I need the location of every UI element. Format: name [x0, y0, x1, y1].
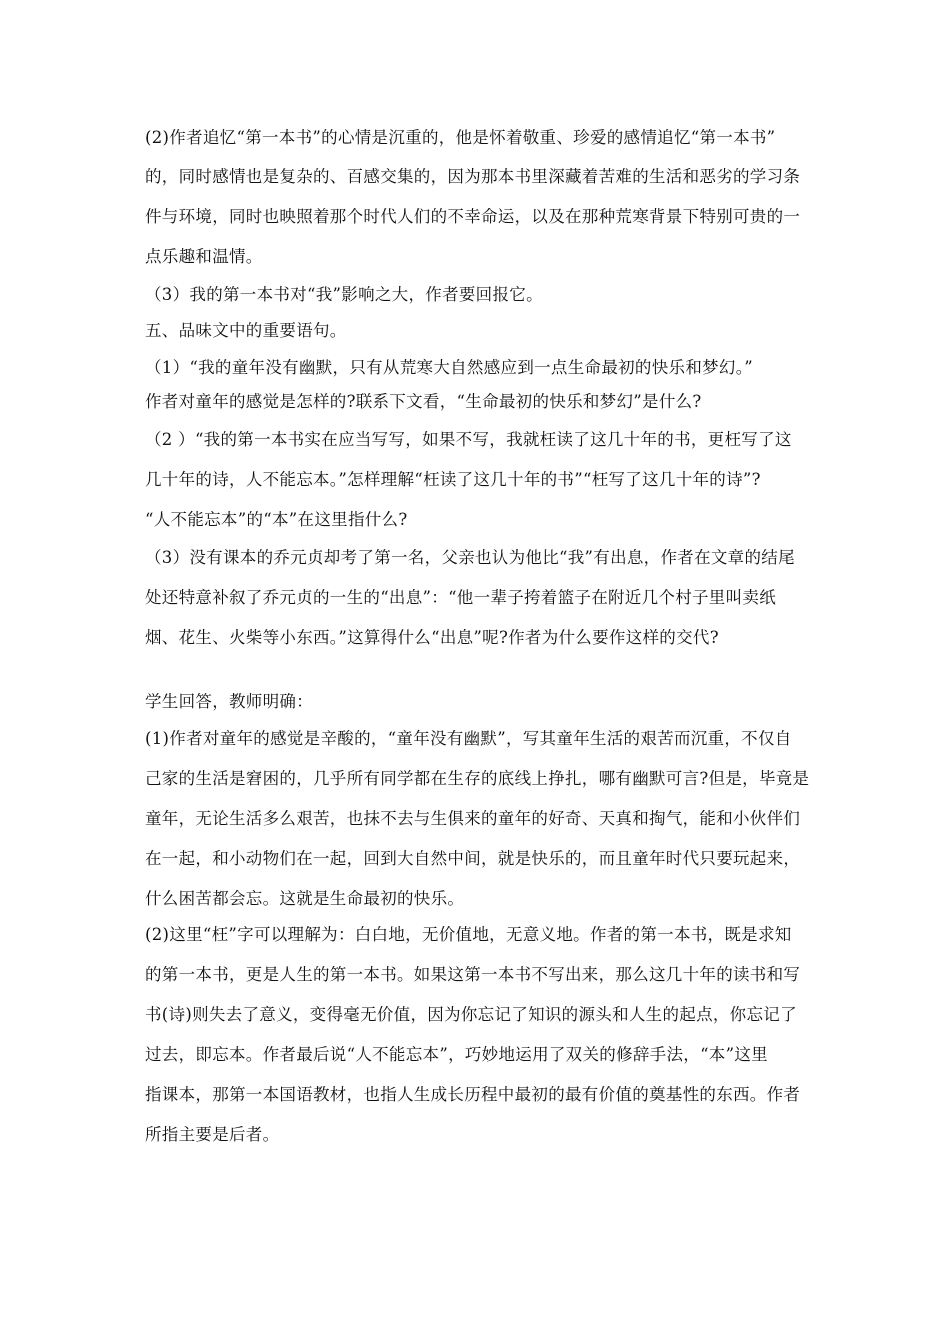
text-line: 几十年的诗，人不能忘本。”怎样理解“枉读了这几十年的书”“枉写了这几十年的诗”? — [145, 470, 761, 489]
text-line: 的第一本书，更是人生的第一本书。如果这第一本书不写出来，那么这几十年的读书和写 — [145, 965, 801, 984]
text-line: （2 ）“我的第一本书实在应当写写，如果不写，我就枉读了这几十年的书，更枉写了这 — [145, 430, 792, 449]
text-line: 的，同时感情也是复杂的、百感交集的，因为那本书里深藏着苦难的生活和恶劣的学习条 — [145, 167, 801, 186]
text-line: 处还特意补叙了乔元贞的一生的“出息”：“他一辈子挎着篮子在附近几个村子里叫卖纸 — [145, 588, 777, 607]
text-line: 所指主要是后者。 — [145, 1125, 280, 1144]
text-line: “人不能忘本”的“本”在这里指什么? — [145, 510, 408, 529]
text-line: 点乐趣和温情。 — [145, 247, 263, 266]
text-line: 烟、花生、火柴等小东西。”这算得什么“出息”呢?作者为什么要作这样的交代? — [145, 628, 719, 647]
text-line: 件与环境，同时也映照着那个时代人们的不幸命运，以及在那种荒寒背景下特别可贵的一 — [145, 207, 801, 226]
text-line: (1)作者对童年的感觉是辛酸的，“童年没有幽默”，写其童年生活的艰苦而沉重，不仅自 — [145, 729, 792, 748]
text-line: 学生回答，教师明确： — [145, 692, 313, 711]
text-line: 童年，无论生活多么艰苦，也抹不去与生俱来的童年的好奇、天真和掏气，能和小伙伴们 — [145, 809, 801, 828]
text-line: （3）没有课本的乔元贞却考了第一名，父亲也认为他比“我”有出息，作者在文章的结尾 — [145, 548, 795, 567]
text-line: 过去，即忘本。作者最后说“人不能忘本”，巧妙地运用了双关的修辞手法，“本”这里 — [145, 1045, 768, 1064]
text-line: （3）我的第一本书对“我”影响之大，作者要回报它。 — [145, 285, 543, 304]
section-heading: 五、品味文中的重要语句。 — [145, 321, 347, 340]
text-line: (2)作者追忆“第一本书”的心情是沉重的，他是怀着敬重、珍爱的感情追忆“第一本书” — [145, 128, 776, 147]
text-line: （1）“我的童年没有幽默，只有从荒寒大自然感应到一点生命最初的快乐和梦幻。” — [145, 358, 754, 377]
text-line: 在一起，和小动物们在一起，回到大自然中间，就是快乐的，而且童年时代只要玩起来， — [145, 849, 801, 868]
text-line: (2)这里“枉”字可以理解为：白白地，无价值地，无意义地。作者的第一本书，既是求知 — [145, 925, 792, 944]
text-line: 作者对童年的感觉是怎样的?联系下文看，“生命最初的快乐和梦幻”是什么? — [145, 392, 702, 411]
text-line: 己家的生活是窘困的，几乎所有同学都在生存的底线上挣扎，哪有幽默可言?但是，毕竟是 — [145, 769, 810, 788]
text-line: 书(诗)则失去了意义，变得毫无价值，因为你忘记了知识的源头和人生的起点，你忘记了 — [145, 1005, 797, 1024]
text-line: 什么困苦都会忘。这就是生命最初的快乐。 — [145, 889, 465, 908]
text-line: 指课本，那第一本国语教材，也指人生成长历程中最初的最有价值的奠基性的东西。作者 — [145, 1085, 801, 1104]
